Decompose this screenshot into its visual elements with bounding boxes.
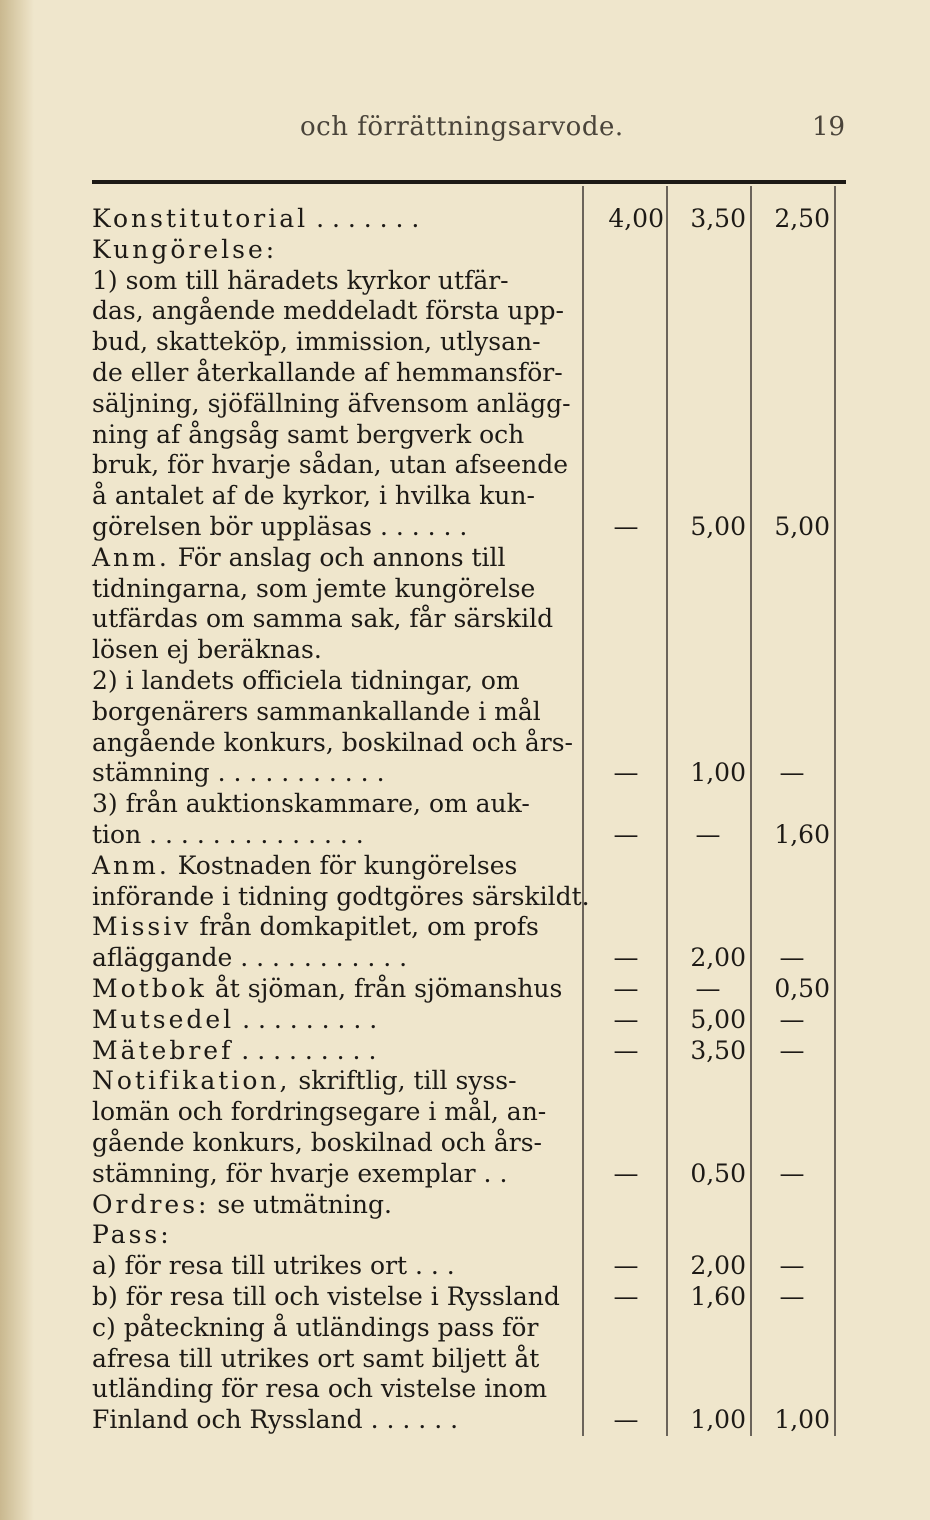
table-row (0, 850, 930, 881)
table-row (0, 1158, 930, 1189)
spaced-keyword: Anm. (92, 542, 170, 572)
row-text: borgenärers sammankallande i mål (92, 696, 541, 726)
row-text: das, angående meddeladt första upp- (92, 296, 564, 326)
row-text (92, 203, 572, 234)
fee-cell: — (695, 974, 721, 1003)
row-text (92, 1035, 572, 1066)
table-row (0, 1219, 930, 1250)
table-row (0, 1035, 930, 1066)
fee-cell: — (613, 1158, 639, 1188)
spaced-keyword: Ordres: (92, 1189, 210, 1219)
table-row (0, 788, 930, 819)
fee-cell: 1,60 (690, 1282, 746, 1311)
row-text: de eller återkallande af hemmansför- (92, 358, 563, 387)
row-text-rest: . . . . . . . (308, 204, 420, 233)
table-row (0, 727, 930, 758)
row-text: angående konkurs, boskilnad och års- (92, 727, 573, 757)
table-row (0, 1096, 930, 1127)
row-text: 3) från auktionskammare, om auk- (92, 789, 530, 819)
row-text: säljning, sjöfällning äfvensom anlägg- (92, 388, 571, 418)
row-text: gående konkurs, boskilnad och års- (92, 1128, 542, 1157)
table-row (0, 696, 930, 727)
table-row (0, 1189, 930, 1220)
table-row (0, 573, 930, 604)
fee-cell: — (613, 1004, 639, 1034)
row-text (92, 1189, 572, 1220)
spaced-keyword: Mutsedel (92, 1004, 235, 1034)
fee-cell: — (613, 1035, 639, 1065)
row-text (92, 1065, 572, 1096)
table-row (0, 265, 930, 296)
table-row (0, 511, 930, 542)
row-text-rest: åt sjöman, från sjömanshus (206, 974, 563, 1003)
row-text: bruk, för hvarje sådan, utan afseende (92, 450, 569, 480)
fee-cell: — (613, 758, 639, 788)
table-row (0, 942, 930, 973)
fee-cell: 2,00 (690, 943, 746, 973)
fee-cell: — (613, 512, 639, 541)
fee-cell: — (613, 820, 639, 849)
page-header (0, 112, 930, 148)
table-row (0, 819, 930, 850)
fee-cell: 5,00 (774, 512, 830, 541)
row-text (92, 973, 572, 1004)
table-row (0, 234, 930, 265)
fee-cell: 3,50 (690, 1035, 746, 1065)
row-text: a) för resa till utrikes ort . . . (92, 1251, 455, 1281)
table-row (0, 1343, 930, 1374)
fee-cell: — (613, 1282, 639, 1311)
table-row (0, 1404, 930, 1435)
fee-cell: 4,00 (608, 204, 664, 233)
row-text: 1) som till häradets kyrkor utfär- (92, 265, 509, 295)
table-row (0, 203, 930, 234)
running-title: och förrättningsarvode. (300, 112, 624, 142)
table-row (0, 480, 930, 511)
fee-cell: 1,00 (690, 1405, 746, 1435)
fee-cell: 2,50 (774, 204, 830, 233)
row-text: införande i tidning godtgöres särskildt. (92, 881, 590, 911)
fee-cell: — (613, 1251, 639, 1281)
spaced-keyword: Notifikation, (92, 1066, 291, 1096)
table-row (0, 757, 930, 788)
row-text-rest: . . . . . . . . . (234, 1004, 378, 1034)
fee-cell: — (779, 1035, 805, 1065)
table-row (0, 1127, 930, 1158)
row-text: tidningarna, som jemte kungörelse (92, 573, 536, 603)
row-text (92, 234, 572, 265)
fee-cell: 5,00 (690, 1004, 746, 1034)
spaced-keyword: Motbok (92, 974, 207, 1003)
row-text (92, 1219, 572, 1250)
fee-cell: 0,50 (690, 1158, 746, 1188)
row-text: görelsen bör uppläsas . . . . . . (92, 512, 468, 541)
row-text: ning af ångsåg samt bergverk och (92, 419, 525, 449)
row-text: utfärdas om samma sak, får särskild (92, 604, 554, 634)
table-row (0, 1373, 930, 1404)
table-row (0, 665, 930, 696)
row-text-rest: För anslag och annons till (169, 542, 506, 572)
row-text-rest: se utmätning. (209, 1189, 392, 1219)
page-number: 19 (812, 112, 846, 142)
row-text: Finland och Ryssland . . . . . . (92, 1405, 459, 1435)
row-text: stämning, för hvarje exemplar . . (92, 1158, 508, 1188)
table-top-rule (92, 180, 846, 184)
row-text: afläggande . . . . . . . . . . . (92, 943, 408, 973)
fee-cell: — (613, 943, 639, 973)
row-text: b) för resa till och vistelse i Ryssland (92, 1282, 560, 1311)
table-row (0, 881, 930, 912)
table-row (0, 449, 930, 480)
row-text: tion . . . . . . . . . . . . . . (92, 820, 364, 849)
table-row (0, 1004, 930, 1035)
spaced-keyword: Anm. (92, 850, 170, 880)
table-row (0, 357, 930, 388)
row-text: lomän och fordringsegare i mål, an- (92, 1097, 547, 1127)
row-text: lösen ej beräknas. (92, 635, 322, 665)
spaced-keyword: Konstitutorial (92, 204, 309, 233)
row-text-rest: skriftlig, till syss- (290, 1066, 517, 1096)
table-row (0, 542, 930, 573)
fee-cell: — (613, 1405, 639, 1435)
table-row (0, 326, 930, 357)
fee-cell: 1,00 (690, 758, 746, 788)
fee-cell: 5,00 (690, 512, 746, 541)
fee-cell: — (613, 974, 639, 1003)
row-text-rest: . . . . . . . . . (233, 1035, 377, 1065)
table-row (0, 973, 930, 1004)
fee-cell: 0,50 (774, 974, 830, 1003)
fee-cell: — (779, 943, 805, 973)
row-text-rest: från domkapitlet, om profs (191, 912, 539, 942)
fee-cell: — (779, 758, 805, 788)
row-text-rest: Kostnaden för kungörelses (169, 850, 518, 880)
table-row (0, 388, 930, 419)
table-row (0, 419, 930, 450)
table-row (0, 1065, 930, 1096)
row-text (92, 850, 572, 881)
table-row (0, 1281, 930, 1312)
row-text: 2) i landets officiela tidningar, om (92, 666, 520, 695)
row-text (92, 1004, 572, 1035)
spaced-keyword: Missiv (92, 912, 192, 942)
table-row (0, 634, 930, 665)
row-text (92, 911, 572, 942)
fee-cell: 1,60 (774, 820, 830, 849)
fee-cell: 3,50 (690, 204, 746, 233)
table-row (0, 295, 930, 326)
fee-cell: 2,00 (690, 1251, 746, 1281)
fee-cell: — (779, 1004, 805, 1034)
fee-cell: — (779, 1282, 805, 1311)
row-text: bud, skatteköp, immission, utlysan- (92, 327, 541, 357)
row-text: afresa till utrikes ort samt biljett åt (92, 1343, 540, 1373)
table-row (0, 603, 930, 634)
table-row (0, 1250, 930, 1281)
row-text: å antalet af de kyrkor, i hvilka kun- (92, 481, 535, 511)
fee-cell: 1,00 (774, 1405, 830, 1435)
fee-cell: — (695, 820, 721, 849)
row-text: stämning . . . . . . . . . . . (92, 758, 385, 788)
row-text: utländing för resa och vistelse inom (92, 1374, 548, 1404)
table-row (0, 911, 930, 942)
row-text (92, 542, 572, 573)
table-row (0, 1312, 930, 1343)
spaced-keyword: Pass: (92, 1220, 172, 1250)
fee-cell: — (779, 1158, 805, 1188)
row-text: c) påteckning å utländings pass för (92, 1312, 539, 1342)
spaced-keyword: Kungörelse: (92, 234, 278, 264)
fee-cell: — (779, 1251, 805, 1281)
spaced-keyword: Mätebref (92, 1035, 234, 1065)
